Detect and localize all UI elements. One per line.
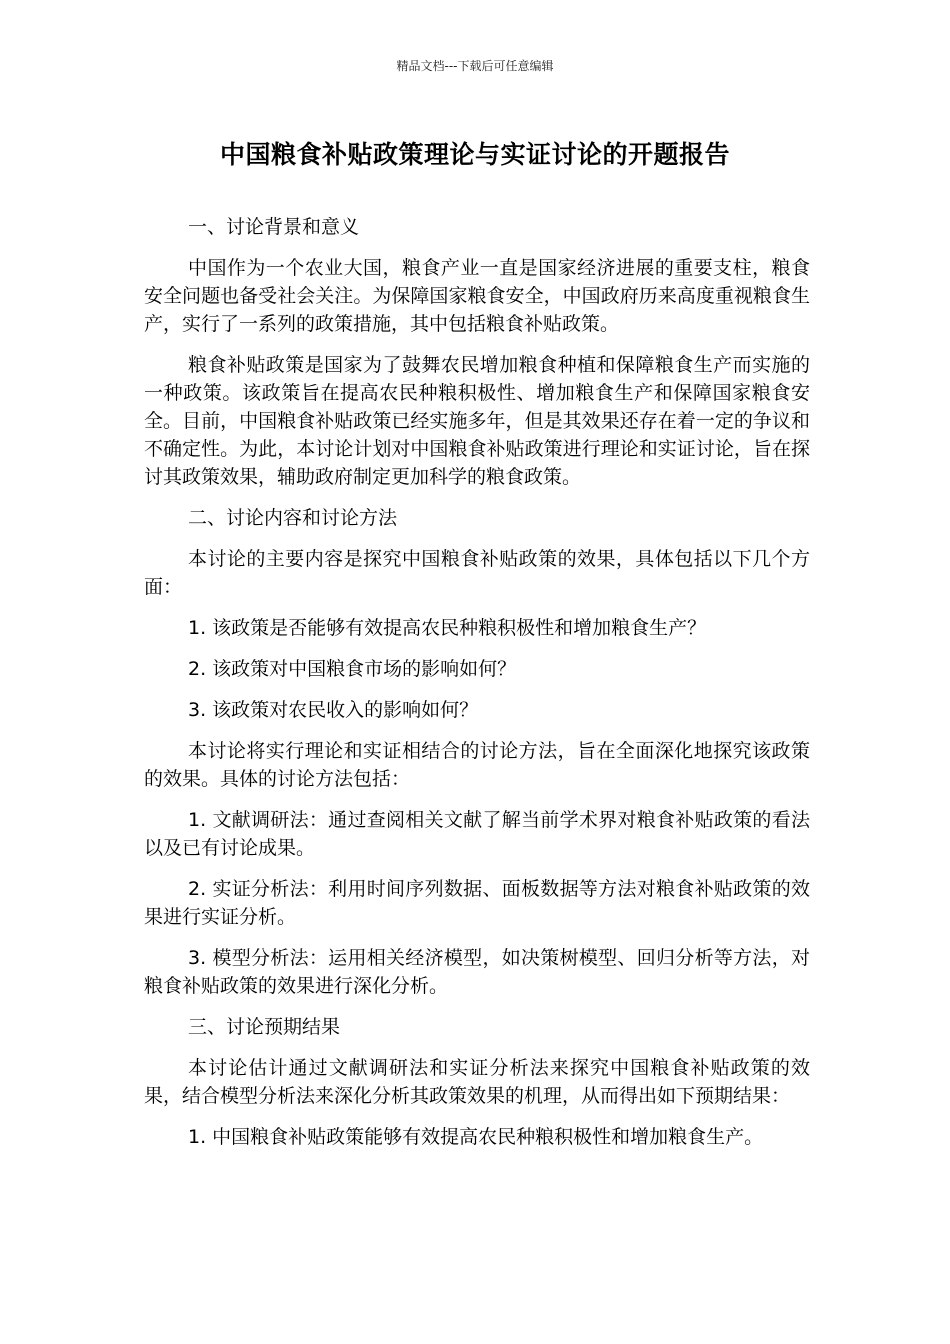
- list-item-question-1: 1. 该政策是否能够有效提高农民种粮积极性和增加粮食生产？: [188, 617, 707, 639]
- list-item-question-2: 2. 该政策对中国粮食市场的影响如何？: [188, 658, 517, 680]
- section-heading-content-method: 二、讨论内容和讨论方法: [188, 507, 398, 529]
- list-item-question-3: 3. 该政策对农民收入的影响如何？: [188, 699, 479, 721]
- list-item-method-2: 2. 实证分析法：利用时间序列数据、面板数据等方法对粮食补贴政策的效果进行实证分析。: [144, 878, 810, 928]
- document-body: [144, 213, 810, 1164]
- section-heading-background: 一、讨论背景和意义: [188, 216, 360, 238]
- page-header: 精品文档---下载后可任意编辑: [396, 59, 554, 73]
- list-item-result-1: 1. 中国粮食补贴政策能够有效提高农民种粮积极性和增加粮食生产。: [188, 1126, 764, 1148]
- list-item-method-3: 3. 模型分析法：运用相关经济模型，如决策树模型、回归分析等方法，对粮食补贴政策的效果进行深化分析。: [144, 947, 810, 997]
- paragraph-expected-intro: 本讨论估计通过文献调研法和实证分析法来探究中国粮食补贴政策的效果，结合模型分析法来深化分析其政策效果的机理，从而得出如下预期结果：: [144, 1057, 810, 1107]
- paragraph-background-2: 粮食补贴政策是国家为了鼓舞农民增加粮食种植和保障粮食生产而实施的一种政策。该政策旨在提高农民种粮积极性、增加粮食生产和保障国家粮食安全。目前，中国粮食补贴政策已经实施多年，但是其效果还存在着一定的争议和不确定性。为此，本讨论计划对中国粮食补贴政策进行理论和实证讨论，旨在探讨其政策效果，辅助政府制定更加科学的粮食政策。: [144, 354, 810, 488]
- document-title: 中国粮食补贴政策理论与实证讨论的开题报告: [219, 140, 730, 169]
- list-item-method-1: 1. 文献调研法：通过查阅相关文献了解当前学术界对粮食补贴政策的看法以及已有讨论成果。: [144, 809, 810, 859]
- paragraph-method-intro: 本讨论将实行理论和实证相结合的讨论方法，旨在全面深化地探究该政策的效果。具体的讨论方法包括：: [144, 740, 810, 790]
- paragraph-content-intro: 本讨论的主要内容是探究中国粮食补贴政策的效果，具体包括以下几个方面：: [144, 548, 810, 598]
- paragraph-background-1: 中国作为一个农业大国，粮食产业一直是国家经济进展的重要支柱，粮食安全问题也备受社会关注。为保障国家粮食安全，中国政府历来高度重视粮食生产，实行了一系列的政策措施，其中包括粮食补贴政策。: [144, 257, 810, 335]
- section-heading-expected-results: 三、讨论预期结果: [188, 1016, 341, 1038]
